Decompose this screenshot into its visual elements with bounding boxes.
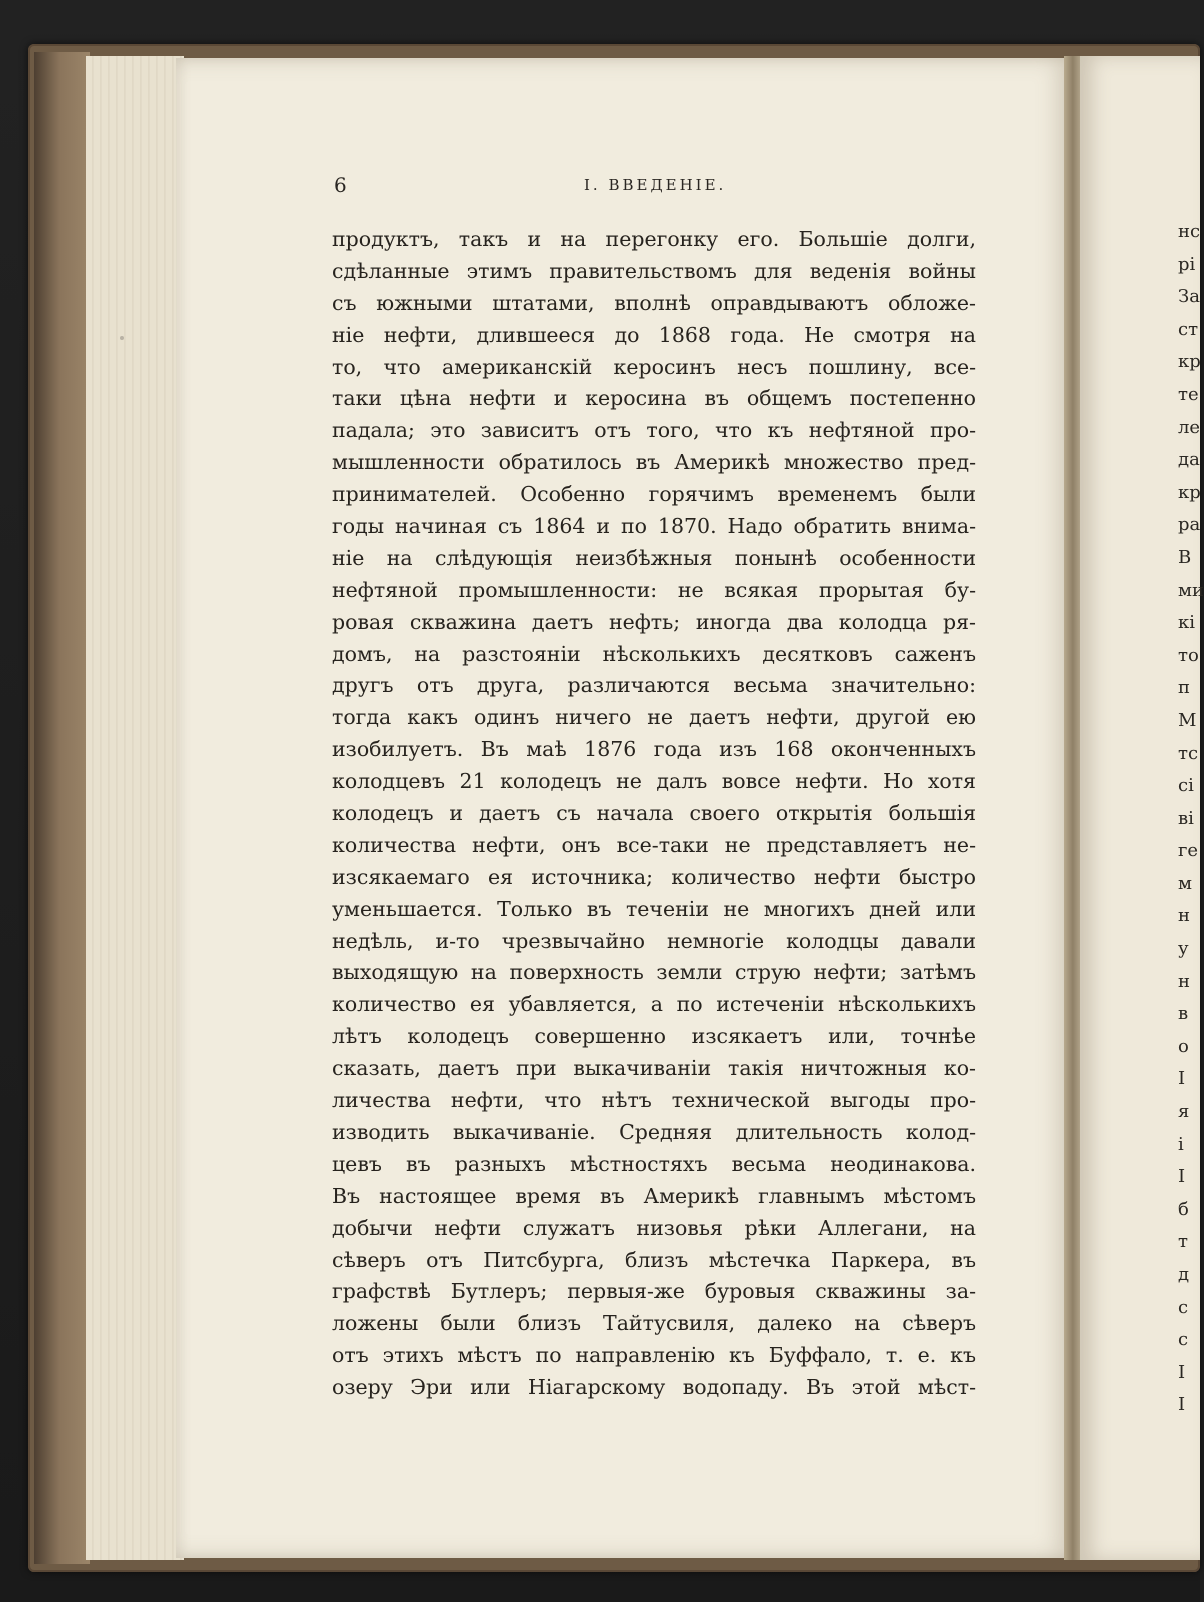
text-line: недѣль, и-то чрезвычайно немногіе колодцы давали (332, 928, 976, 953)
right-page-fragment: i (1178, 1133, 1184, 1155)
text-line: Въ настоящее время въ Америкѣ главнымъ мѣстомъ (332, 1183, 976, 1208)
right-page-fragment: М (1178, 709, 1197, 731)
right-page-fragment: рі (1178, 253, 1196, 275)
right-page-fragment: н (1178, 970, 1190, 992)
right-page-fragment: сі (1178, 775, 1194, 797)
text-line: таки цѣна нефти и керосина въ общемъ постепенно (332, 386, 976, 411)
right-page-fragment: м (1178, 872, 1193, 894)
text-line: изводить выкачиваніе. Средняя длительность колод- (332, 1119, 976, 1144)
text-line: принимателей. Особенно горячимъ временемъ были (332, 482, 976, 507)
right-page-fragment: ві (1178, 807, 1194, 829)
text-line: колодцевъ 21 колодецъ не далъ вовсе нефти. Но хотя (332, 769, 976, 794)
right-page-fragment: б (1178, 1198, 1189, 1220)
text-line: то, что американскій керосинъ несъ пошлину, все- (332, 354, 976, 379)
right-page-fragment: в (1178, 1003, 1189, 1025)
right-page-fragment: ра (1178, 514, 1201, 536)
book-spine (34, 52, 90, 1564)
right-page-fragment: За (1178, 286, 1200, 308)
text-line: ровая скважина даетъ нефть; иногда два колодца ря- (332, 609, 976, 634)
text-line: личества нефти, что нѣтъ технической выгоды про- (332, 1088, 976, 1113)
text-line: графствѣ Бутлеръ; первыя-же буровыя скважины за- (332, 1279, 976, 1304)
text-line: продуктъ, такъ и на перегонку его. Большіе долги, (332, 227, 976, 251)
right-page-fragment: В (1178, 546, 1192, 568)
right-page-fragment: о (1178, 1035, 1189, 1057)
text-line: добычи нефти служатъ низовья рѣки Аллегани, на (332, 1215, 976, 1240)
right-page-fragment: те (1178, 383, 1199, 405)
right-page-fragment: ле (1178, 416, 1201, 438)
text-line: годы начиная съ 1864 и по 1870. Надо обратить внима- (332, 514, 976, 539)
right-page-fragment: п (1178, 677, 1190, 699)
right-page-fragment: ге (1178, 840, 1199, 862)
text-line: сдѣланные этимъ правительствомъ для веденія войны (332, 258, 976, 283)
text-line: ніе нефти, длившееся до 1868 года. Не смотря на (332, 322, 976, 347)
text-line: нефтяной промышленности: не всякая прорытая бу- (332, 577, 976, 602)
right-page-fragment: то (1178, 644, 1199, 666)
text-line: колодецъ и даетъ съ начала своего открытія большія (332, 801, 976, 826)
text-line: другъ отъ друга, различаются весьма значительно: (332, 673, 976, 698)
text-line: лѣтъ колодецъ совершенно изсякаетъ или, точнѣе (332, 1024, 976, 1049)
text-line: сѣверъ отъ Питсбурга, близъ мѣстечка Паркера, въ (332, 1247, 976, 1272)
body-text (332, 224, 976, 1404)
text-line: мышленности обратилось въ Америкѣ множество пред- (332, 450, 976, 475)
right-page-fragment: да (1178, 449, 1200, 471)
right-page-fragment: кр (1178, 481, 1201, 503)
page-header (334, 173, 974, 201)
right-page-fragment: ст (1178, 318, 1199, 340)
right-page-fragment: ми (1178, 579, 1204, 601)
right-page-fragment: I (1178, 1166, 1186, 1188)
right-page (1080, 56, 1204, 1560)
text-line: ніе на слѣдующія неизбѣжныя понынѣ особенности (332, 545, 976, 570)
page-stack-edges (86, 56, 184, 1560)
text-line: цевъ въ разныхъ мѣстностяхъ весьма неодинакова. (332, 1151, 976, 1176)
text-line: изсякаемаго ея источника; количество нефти быстро (332, 864, 976, 889)
right-page-fragment: с (1178, 1296, 1189, 1318)
text-line: озеру Эри или Ніагарскому водопаду. Въ этой мѣст- (332, 1375, 976, 1400)
text-line: съ южными штатами, вполнѣ оправдываютъ обложе- (332, 290, 976, 315)
right-page-fragment: т (1178, 1231, 1188, 1253)
right-page-fragment: д (1178, 1264, 1190, 1285)
text-line: падала; это зависитъ отъ того, что къ нефтяной про- (332, 418, 976, 443)
text-line: изобилуетъ. Въ маѣ 1876 года изъ 168 оконченныхъ (332, 737, 976, 762)
right-page-fragment: I (1178, 1394, 1186, 1416)
text-line: домъ, на разстояніи нѣсколькихъ десятковъ саженъ (332, 641, 976, 666)
right-page-fragment: н (1178, 905, 1190, 927)
text-line: количество ея убавляется, а по истеченіи нѣсколькихъ (332, 992, 976, 1017)
text-line: количества нефти, онъ все-таки не представляетъ не- (332, 832, 976, 857)
running-head: I. ВВЕДЕНІЕ. (584, 176, 727, 194)
page-number: 6 (334, 173, 347, 197)
right-page-fragment: я (1178, 1101, 1190, 1123)
text-line: выходящую на поверхность земли струю нефти; затѣмъ (332, 960, 976, 985)
text-line: отъ этихъ мѣстъ по направленію къ Буффало, т. е. къ (332, 1343, 976, 1368)
right-page-fragment: кр (1178, 351, 1201, 373)
right-page-fragment: нс (1178, 221, 1201, 242)
paper-speck (120, 336, 124, 340)
right-page-fragment: кі (1178, 612, 1196, 634)
right-page-fragment: с (1178, 1329, 1189, 1351)
right-page-fragment: тс (1178, 742, 1199, 764)
right-page-fragment: I (1178, 1361, 1186, 1383)
right-page-text-fragments (1178, 216, 1204, 1422)
text-line: тогда какъ одинъ ничего не даетъ нефти, другой ею (332, 705, 976, 730)
text-line: ложены были близъ Тайтусвиля, далеко на сѣверъ (332, 1311, 976, 1336)
text-line: сказать, даетъ при выкачиваніи такія ничтожныя ко- (332, 1056, 976, 1081)
right-page-fragment: у (1178, 938, 1189, 960)
text-line: уменьшается. Только въ теченіи не многихъ дней или (332, 896, 976, 921)
right-page-fragment: I (1178, 1068, 1186, 1090)
